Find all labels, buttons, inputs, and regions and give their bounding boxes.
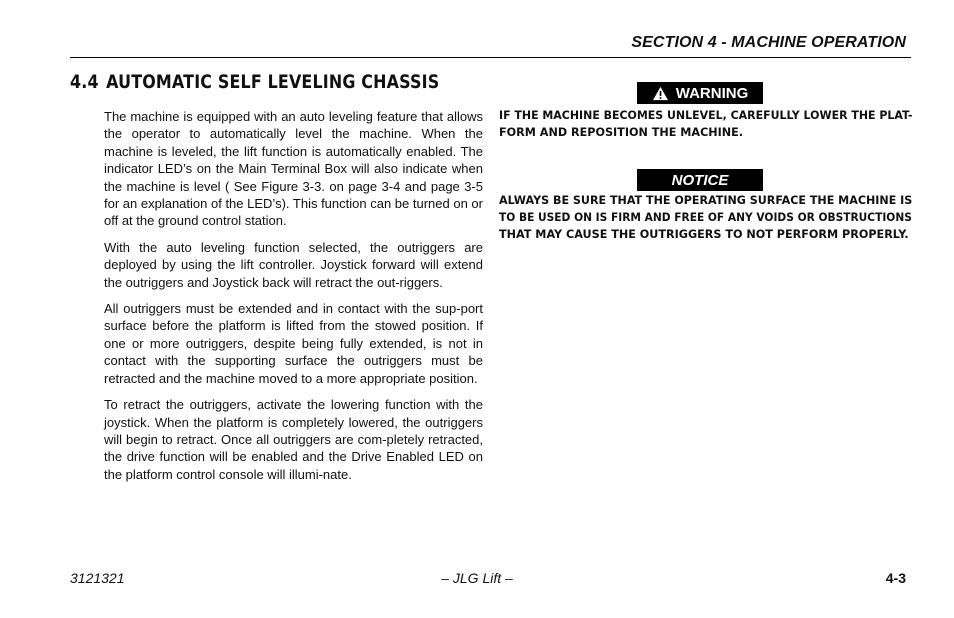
notice-label xyxy=(637,169,763,191)
warning-message xyxy=(499,107,912,141)
body-paragraph: The machine is equipped with an auto leveling feature that allows the operator to automatically level the machine. When the machine is leveled, the lift function is automatically enabled. The indicator LED’s on the Main Terminal Box will also indicate when the machine is level ( See Figure 3-3. on page 3-4 and page 3-5 for an explanation of the LED’s). This function can be turned on or off at the ground control station. xyxy=(104,109,483,229)
warning-line: IF THE MACHINE BECOMES UNLEVEL, CAREFULLY LOWER THE PLAT- xyxy=(499,109,913,122)
section-heading xyxy=(70,72,439,93)
warning-line: FORM AND REPOSITION THE MACHINE. xyxy=(499,126,744,140)
warning-label xyxy=(637,82,763,104)
warning-triangle-icon xyxy=(652,86,669,101)
body-paragraph: With the auto leveling function selected, the outriggers are deployed by using the lift controller. Joystick forward will extend the outriggers and Joystick back will retract the out-riggers. xyxy=(104,239,483,290)
footer-page-number: 4-3 xyxy=(885,570,906,586)
body-text-column xyxy=(104,108,483,492)
notice-line: TO BE USED ON IS FIRM AND FREE OF ANY VOIDS OR OBSTRUCTIONS xyxy=(499,211,912,225)
footer-doc-number: 3121321 xyxy=(70,570,125,586)
footer-title: – JLG Lift – xyxy=(441,570,513,586)
header-divider xyxy=(70,57,911,58)
section-number: 4.4 xyxy=(70,72,99,93)
notice-line: ALWAYS BE SURE THAT THE OPERATING SURFACE THE MACHINE IS xyxy=(499,194,913,207)
notice-label-text: NOTICE xyxy=(671,171,729,189)
section-header-title: SECTION 4 - MACHINE OPERATION xyxy=(631,34,906,51)
warning-label-text: WARNING xyxy=(675,84,749,102)
notice-line: THAT MAY CAUSE THE OUTRIGGERS TO NOT PERFORM PROPERLY. xyxy=(499,228,909,242)
body-paragraph: All outriggers must be extended and in contact with the sup-port surface before the platform is lifted from the stowed position. If one or more outriggers, despite being fully extended, is not in contact with the supporting surface the outriggers must be retracted and the machine moved to a more appropriate position. xyxy=(104,301,483,386)
section-title: AUTOMATIC SELF LEVELING CHASSIS xyxy=(106,72,440,93)
notice-message xyxy=(499,192,912,244)
body-paragraph: To retract the outriggers, activate the lowering function with the joystick. When the platform is completely lowered, the outriggers will begin to retract. Once all outriggers are com-pletely retracted, the drive function will be enabled and the Drive Enabled LED on the platform control console will illumi-nate. xyxy=(104,397,483,482)
